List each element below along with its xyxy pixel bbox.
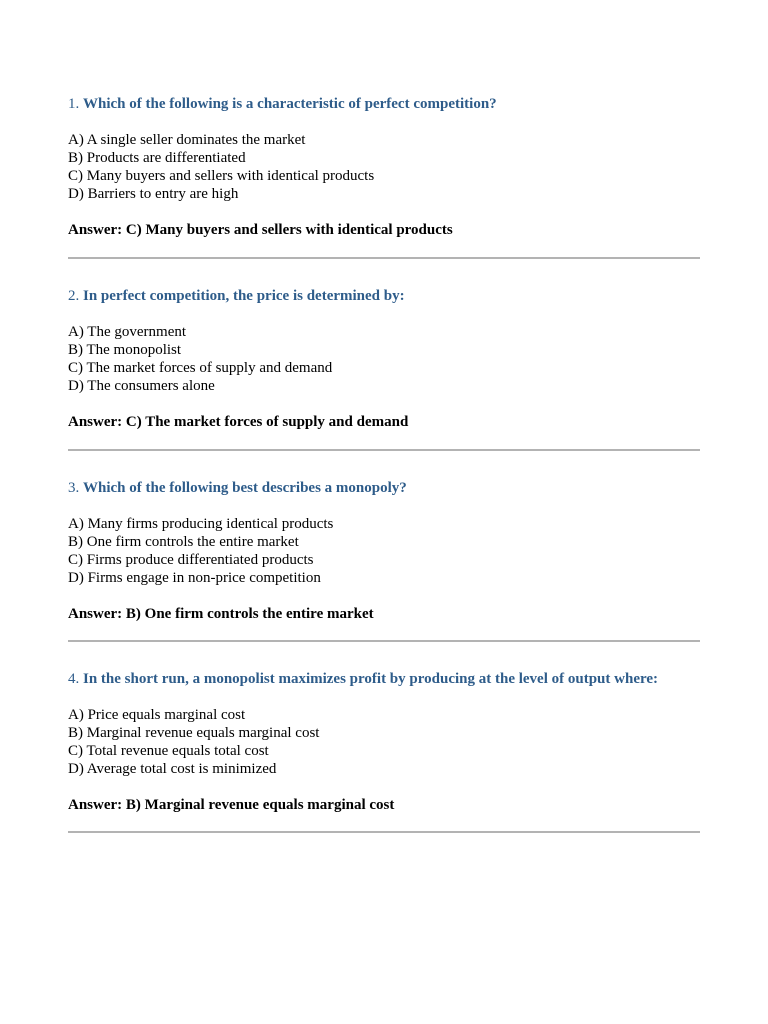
options-list <box>68 706 700 778</box>
option-b: B) One firm controls the entire market <box>68 534 299 550</box>
question-text: Which of the following is a characteristic of perfect competition? <box>83 96 497 112</box>
option-d: D) Barriers to entry are high <box>68 186 239 202</box>
answer-text: Answer: C) The market forces of supply and demand <box>68 414 409 430</box>
question-text: In the short run, a monopolist maximizes profit by producing at the level of output where: <box>83 671 659 687</box>
divider <box>68 257 700 259</box>
question-2 <box>68 287 700 431</box>
options-list <box>68 515 700 587</box>
divider <box>68 449 700 451</box>
question-3 <box>68 479 700 623</box>
question-number: 3. <box>68 480 80 496</box>
option-d: D) Average total cost is minimized <box>68 761 277 777</box>
option-c: C) Many buyers and sellers with identical products <box>68 168 375 184</box>
option-a: A) Many firms producing identical products <box>68 516 334 532</box>
option-d: D) Firms engage in non-price competition <box>68 570 321 586</box>
option-d: D) The consumers alone <box>68 378 215 394</box>
question-number: 1. <box>68 96 80 112</box>
option-a: A) A single seller dominates the market <box>68 132 306 148</box>
options-list <box>68 323 700 395</box>
option-b: B) Marginal revenue equals marginal cost <box>68 725 320 741</box>
option-c: C) Total revenue equals total cost <box>68 743 269 759</box>
question-1 <box>68 95 700 239</box>
question-number: 2. <box>68 288 80 304</box>
question-1-title <box>68 95 700 113</box>
answer-text: Answer: B) Marginal revenue equals marginal cost <box>68 797 395 813</box>
divider <box>68 831 700 833</box>
answer-text: Answer: C) Many buyers and sellers with identical products <box>68 222 453 238</box>
answer-text: Answer: B) One firm controls the entire market <box>68 606 374 622</box>
question-4 <box>68 670 700 814</box>
option-a: A) The government <box>68 324 187 340</box>
question-4-title <box>68 670 700 688</box>
option-c: C) The market forces of supply and demand <box>68 360 333 376</box>
question-3-title <box>68 479 700 497</box>
options-list <box>68 131 700 203</box>
question-text: In perfect competition, the price is determined by: <box>83 288 405 304</box>
option-b: B) Products are differentiated <box>68 150 246 166</box>
question-number: 4. <box>68 671 80 687</box>
question-2-title <box>68 287 700 305</box>
divider <box>68 640 700 642</box>
option-c: C) Firms produce differentiated products <box>68 552 314 568</box>
option-a: A) Price equals marginal cost <box>68 707 246 723</box>
option-b: B) The monopolist <box>68 342 182 358</box>
question-text: Which of the following best describes a monopoly? <box>83 480 407 496</box>
